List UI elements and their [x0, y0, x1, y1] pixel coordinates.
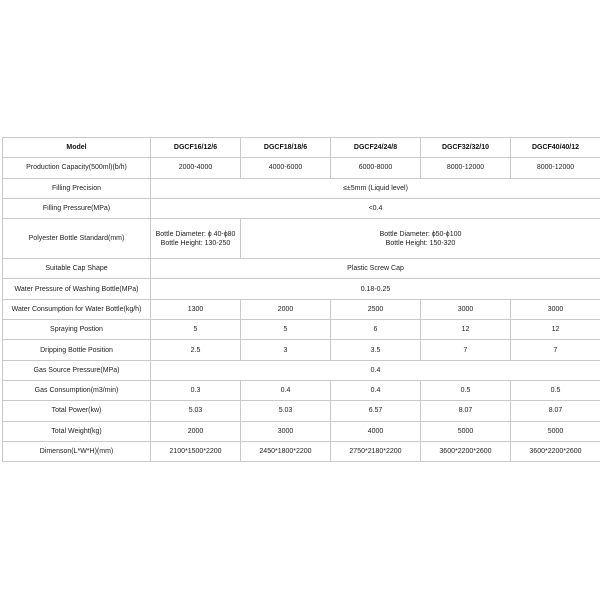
table-cell: 2100*1500*2200 — [151, 441, 241, 461]
table-cell: 6.57 — [331, 401, 421, 421]
table-cell: 3000 — [421, 299, 511, 319]
dripping-position-row — [3, 340, 600, 360]
table-cell: 2000 — [151, 421, 241, 441]
header-label: Model — [3, 138, 151, 158]
table-cell: 2500 — [331, 299, 421, 319]
table-cell: 12 — [511, 320, 600, 340]
table-cell: 3600*2200*2600 — [421, 441, 511, 461]
bottle-diameter-text: Bottle Diameter: ϕ50-ϕ100 — [379, 230, 462, 238]
table-cell: 3000 — [511, 299, 600, 319]
table-cell: ≤±5mm (Liquid level) — [151, 178, 600, 198]
row-label: Production Capacity(500ml)(b/h) — [3, 158, 151, 178]
spec-table — [2, 137, 600, 462]
table-cell: 0.4 — [331, 380, 421, 400]
table-cell: 0.4 — [241, 380, 331, 400]
table-cell: 5.03 — [241, 401, 331, 421]
model-header-4: DGCF32/32/10 — [421, 138, 511, 158]
table-cell: 5000 — [511, 421, 600, 441]
model-header-1: DGCF16/12/6 — [151, 138, 241, 158]
production-capacity-row — [3, 158, 600, 178]
table-cell: 2000 — [241, 299, 331, 319]
row-label: Total Power(kw) — [3, 401, 151, 421]
table-cell: 7 — [511, 340, 600, 360]
row-label: Spraying Postion — [3, 320, 151, 340]
table-cell: 12 — [421, 320, 511, 340]
header-row — [3, 138, 600, 158]
filling-precision-row — [3, 178, 600, 198]
table-cell: 8000-12000 — [421, 158, 511, 178]
row-label: Dripping Bottle Position — [3, 340, 151, 360]
table-cell: 0.5 — [511, 380, 600, 400]
row-label: Suitable Cap Shape — [3, 259, 151, 279]
model-header-3: DGCF24/24/8 — [331, 138, 421, 158]
row-label: Filling Precision — [3, 178, 151, 198]
table-cell: Plastic Screw Cap — [151, 259, 600, 279]
total-power-row — [3, 401, 600, 421]
table-cell: 8.07 — [421, 401, 511, 421]
table-cell: 2450*1800*2200 — [241, 441, 331, 461]
table-cell: 1300 — [151, 299, 241, 319]
table-cell: 6000-8000 — [331, 158, 421, 178]
model-header-5: DGCF40/40/12 — [511, 138, 600, 158]
row-label: Water Consumption for Water Bottle(kg/h) — [3, 299, 151, 319]
row-label: Filling Pressure(MPa) — [3, 198, 151, 218]
filling-pressure-row — [3, 198, 600, 218]
table-cell: 5 — [241, 320, 331, 340]
table-cell: 5000 — [421, 421, 511, 441]
model-header-2: DGCF18/18/6 — [241, 138, 331, 158]
table-cell: 4000-6000 — [241, 158, 331, 178]
row-label: Gas Consumption(m3/min) — [3, 380, 151, 400]
dimension-row — [3, 441, 600, 461]
bottle-height-text: Bottle Height: 150-320 — [385, 239, 456, 247]
table-cell: 0.18-0.25 — [151, 279, 600, 299]
washing-pressure-row — [3, 279, 600, 299]
bottle-diameter-text: Bottle Diameter: ϕ 40-ϕ80 — [155, 230, 236, 238]
gas-consumption-row — [3, 380, 600, 400]
table-cell: 0.4 — [151, 360, 600, 380]
table-cell: 2750*2180*2200 — [331, 441, 421, 461]
total-weight-row — [3, 421, 600, 441]
table-cell: 3.5 — [331, 340, 421, 360]
table-cell: 5 — [151, 320, 241, 340]
row-label: Total Weight(kg) — [3, 421, 151, 441]
table-cell: 8.07 — [511, 401, 600, 421]
row-label: Water Pressure of Washing Bottle(MPa) — [3, 279, 151, 299]
table-cell: 7 — [421, 340, 511, 360]
table-cell — [241, 219, 600, 259]
table-cell: 3600*2200*2600 — [511, 441, 600, 461]
row-label: Polyester Bottle Standard(mm) — [3, 219, 151, 259]
table-cell: 8000-12000 — [511, 158, 600, 178]
table-cell: 3000 — [241, 421, 331, 441]
gas-pressure-row — [3, 360, 600, 380]
table-cell: 5.03 — [151, 401, 241, 421]
table-cell: 2000-4000 — [151, 158, 241, 178]
spraying-position-row — [3, 320, 600, 340]
table-cell: <0.4 — [151, 198, 600, 218]
table-cell: 0.3 — [151, 380, 241, 400]
table-cell: 0.5 — [421, 380, 511, 400]
table-cell — [151, 219, 241, 259]
table-cell: 6 — [331, 320, 421, 340]
table-cell: 2.5 — [151, 340, 241, 360]
table-cell: 3 — [241, 340, 331, 360]
water-consumption-row — [3, 299, 600, 319]
row-label: Gas Source Pressure(MPa) — [3, 360, 151, 380]
bottle-standard-row — [3, 219, 600, 259]
bottle-height-text: Bottle Height: 130-250 — [160, 239, 231, 247]
cap-shape-row — [3, 259, 600, 279]
table-cell: 4000 — [331, 421, 421, 441]
row-label: Dimenson(L*W*H)(mm) — [3, 441, 151, 461]
